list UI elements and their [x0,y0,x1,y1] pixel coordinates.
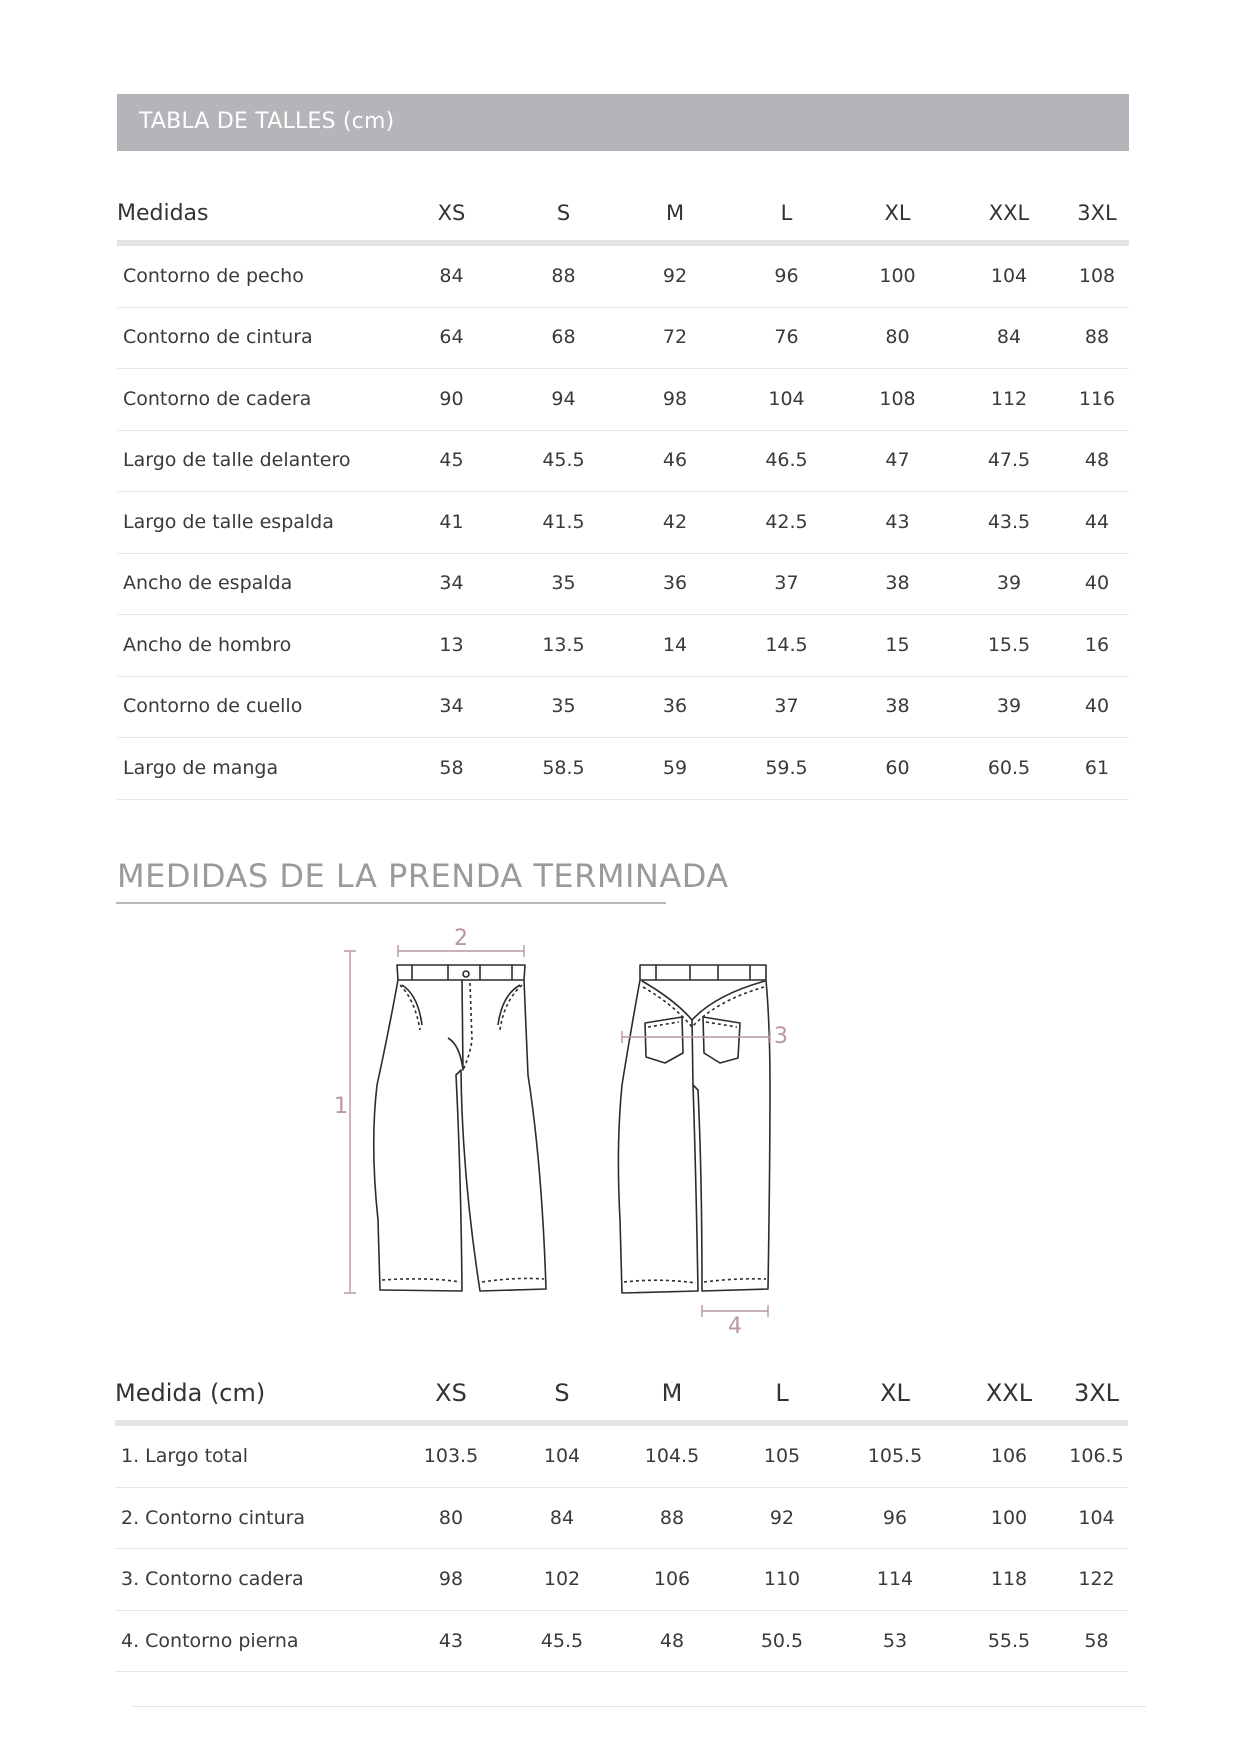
size-value: 13 [395,615,508,677]
size-value: 92 [727,1487,837,1549]
column-header: XXL [953,186,1065,243]
size-value: 41 [395,492,508,554]
size-value: 47.5 [953,430,1065,492]
size-value: 46 [619,430,731,492]
size-value: 104 [507,1423,617,1487]
column-header: XS [395,1366,507,1423]
size-value: 90 [395,369,508,431]
size-value: 45.5 [508,430,619,492]
size-value: 104.5 [617,1423,727,1487]
size-value: 55.5 [953,1610,1065,1672]
size-value: 37 [731,553,842,615]
row-label: Ancho de hombro [117,615,395,677]
size-value: 53 [837,1610,953,1672]
size-value: 84 [507,1487,617,1549]
dimension-line-3 [622,1031,770,1043]
column-header: L [727,1366,837,1423]
table-row [115,1610,1128,1672]
size-value: 13.5 [508,615,619,677]
dimension-label-3: 3 [774,1024,788,1049]
size-value: 14.5 [731,615,842,677]
size-value: 42 [619,492,731,554]
table-row [117,307,1129,369]
table-row [117,430,1129,492]
size-value: 60.5 [953,738,1065,800]
size-value: 37 [731,676,842,738]
column-header: S [508,186,619,243]
garment-table-header-row [115,1366,1128,1423]
table-row [115,1549,1128,1611]
size-value: 98 [619,369,731,431]
size-value: 112 [953,369,1065,431]
size-value: 45.5 [507,1610,617,1672]
size-value: 110 [727,1549,837,1611]
size-value: 98 [395,1549,507,1611]
size-value: 48 [1065,430,1129,492]
row-label: 2. Contorno cintura [115,1487,395,1549]
size-value: 88 [617,1487,727,1549]
pants-front-view [374,965,546,1291]
size-value: 105 [727,1423,837,1487]
size-value: 40 [1065,676,1129,738]
size-value: 72 [619,307,731,369]
size-value: 80 [842,307,953,369]
size-value: 42.5 [731,492,842,554]
table-row [117,243,1129,307]
size-value: 61 [1065,738,1129,800]
size-value: 88 [1065,307,1129,369]
column-header: L [731,186,842,243]
size-value: 46.5 [731,430,842,492]
size-value: 43 [395,1610,507,1672]
column-header: XXL [953,1366,1065,1423]
row-label: 3. Contorno cadera [115,1549,395,1611]
size-value: 44 [1065,492,1129,554]
size-value: 106 [953,1423,1065,1487]
column-header: Medida (cm) [115,1366,395,1423]
table-row [117,615,1129,677]
column-header: M [619,186,731,243]
size-table-title: TABLA DE TALLES (cm) [139,109,395,134]
column-header: XS [395,186,508,243]
dimension-label-1: 1 [334,1094,348,1119]
size-value: 106.5 [1065,1423,1128,1487]
row-label: Contorno de cuello [117,676,395,738]
size-value: 48 [617,1610,727,1672]
column-header: S [507,1366,617,1423]
table-row [115,1423,1128,1487]
table-row [117,369,1129,431]
size-value: 58 [1065,1610,1128,1672]
section-title-underline [116,902,666,904]
size-value: 84 [953,307,1065,369]
row-label: Largo de talle espalda [117,492,395,554]
size-value: 118 [953,1549,1065,1611]
size-value: 35 [508,676,619,738]
row-label: Contorno de cadera [117,369,395,431]
size-value: 58 [395,738,508,800]
size-value: 14 [619,615,731,677]
footer-divider [132,1706,1146,1707]
size-value: 64 [395,307,508,369]
size-value: 47 [842,430,953,492]
size-value: 104 [953,243,1065,307]
size-value: 76 [731,307,842,369]
size-value: 80 [395,1487,507,1549]
size-value: 15 [842,615,953,677]
size-value: 104 [731,369,842,431]
column-header: XL [842,186,953,243]
garment-table-body [115,1423,1128,1672]
size-value: 96 [837,1487,953,1549]
dimension-line-1 [344,951,356,1293]
table-row [117,738,1129,800]
table-row [117,492,1129,554]
size-value: 84 [395,243,508,307]
size-value: 92 [619,243,731,307]
size-value: 102 [507,1549,617,1611]
size-value: 43 [842,492,953,554]
size-value: 34 [395,676,508,738]
size-value: 35 [508,553,619,615]
table-row [115,1487,1128,1549]
size-value: 68 [508,307,619,369]
size-value: 108 [1065,243,1129,307]
column-header: XL [837,1366,953,1423]
row-label: Contorno de pecho [117,243,395,307]
size-value: 50.5 [727,1610,837,1672]
size-value: 38 [842,553,953,615]
size-value: 36 [619,553,731,615]
table-row [117,553,1129,615]
table-row [117,676,1129,738]
size-value: 96 [731,243,842,307]
column-header: 3XL [1065,186,1129,243]
size-value: 43.5 [953,492,1065,554]
size-value: 45 [395,430,508,492]
column-header: Medidas [117,186,395,243]
size-value: 40 [1065,553,1129,615]
section-title: MEDIDAS DE LA PRENDA TERMINADA [117,857,729,895]
pants-technical-drawing [330,925,890,1345]
row-label: Ancho de espalda [117,553,395,615]
size-value: 106 [617,1549,727,1611]
size-table-header [117,94,1129,151]
size-value: 122 [1065,1549,1128,1611]
size-value: 100 [842,243,953,307]
size-value: 34 [395,553,508,615]
row-label: 4. Contorno pierna [115,1610,395,1672]
size-table [117,186,1129,800]
row-label: Contorno de cintura [117,307,395,369]
size-table-body [117,243,1129,799]
size-value: 15.5 [953,615,1065,677]
size-value: 108 [842,369,953,431]
size-value: 58.5 [508,738,619,800]
row-label: 1. Largo total [115,1423,395,1487]
column-header: 3XL [1065,1366,1128,1423]
size-value: 16 [1065,615,1129,677]
size-value: 59.5 [731,738,842,800]
size-value: 105.5 [837,1423,953,1487]
garment-measurements-table [115,1366,1128,1672]
row-label: Largo de talle delantero [117,430,395,492]
size-value: 59 [619,738,731,800]
size-value: 116 [1065,369,1129,431]
size-value: 39 [953,676,1065,738]
size-value: 104 [1065,1487,1128,1549]
size-value: 114 [837,1549,953,1611]
size-value: 103.5 [395,1423,507,1487]
size-table-header-row [117,186,1129,243]
size-value: 41.5 [508,492,619,554]
size-value: 100 [953,1487,1065,1549]
size-value: 94 [508,369,619,431]
dimension-label-4: 4 [728,1314,742,1339]
column-header: M [617,1366,727,1423]
pants-back-view [618,965,770,1293]
size-value: 60 [842,738,953,800]
size-value: 39 [953,553,1065,615]
size-value: 88 [508,243,619,307]
dimension-label-2: 2 [454,926,468,951]
row-label: Largo de manga [117,738,395,800]
size-value: 36 [619,676,731,738]
size-value: 38 [842,676,953,738]
